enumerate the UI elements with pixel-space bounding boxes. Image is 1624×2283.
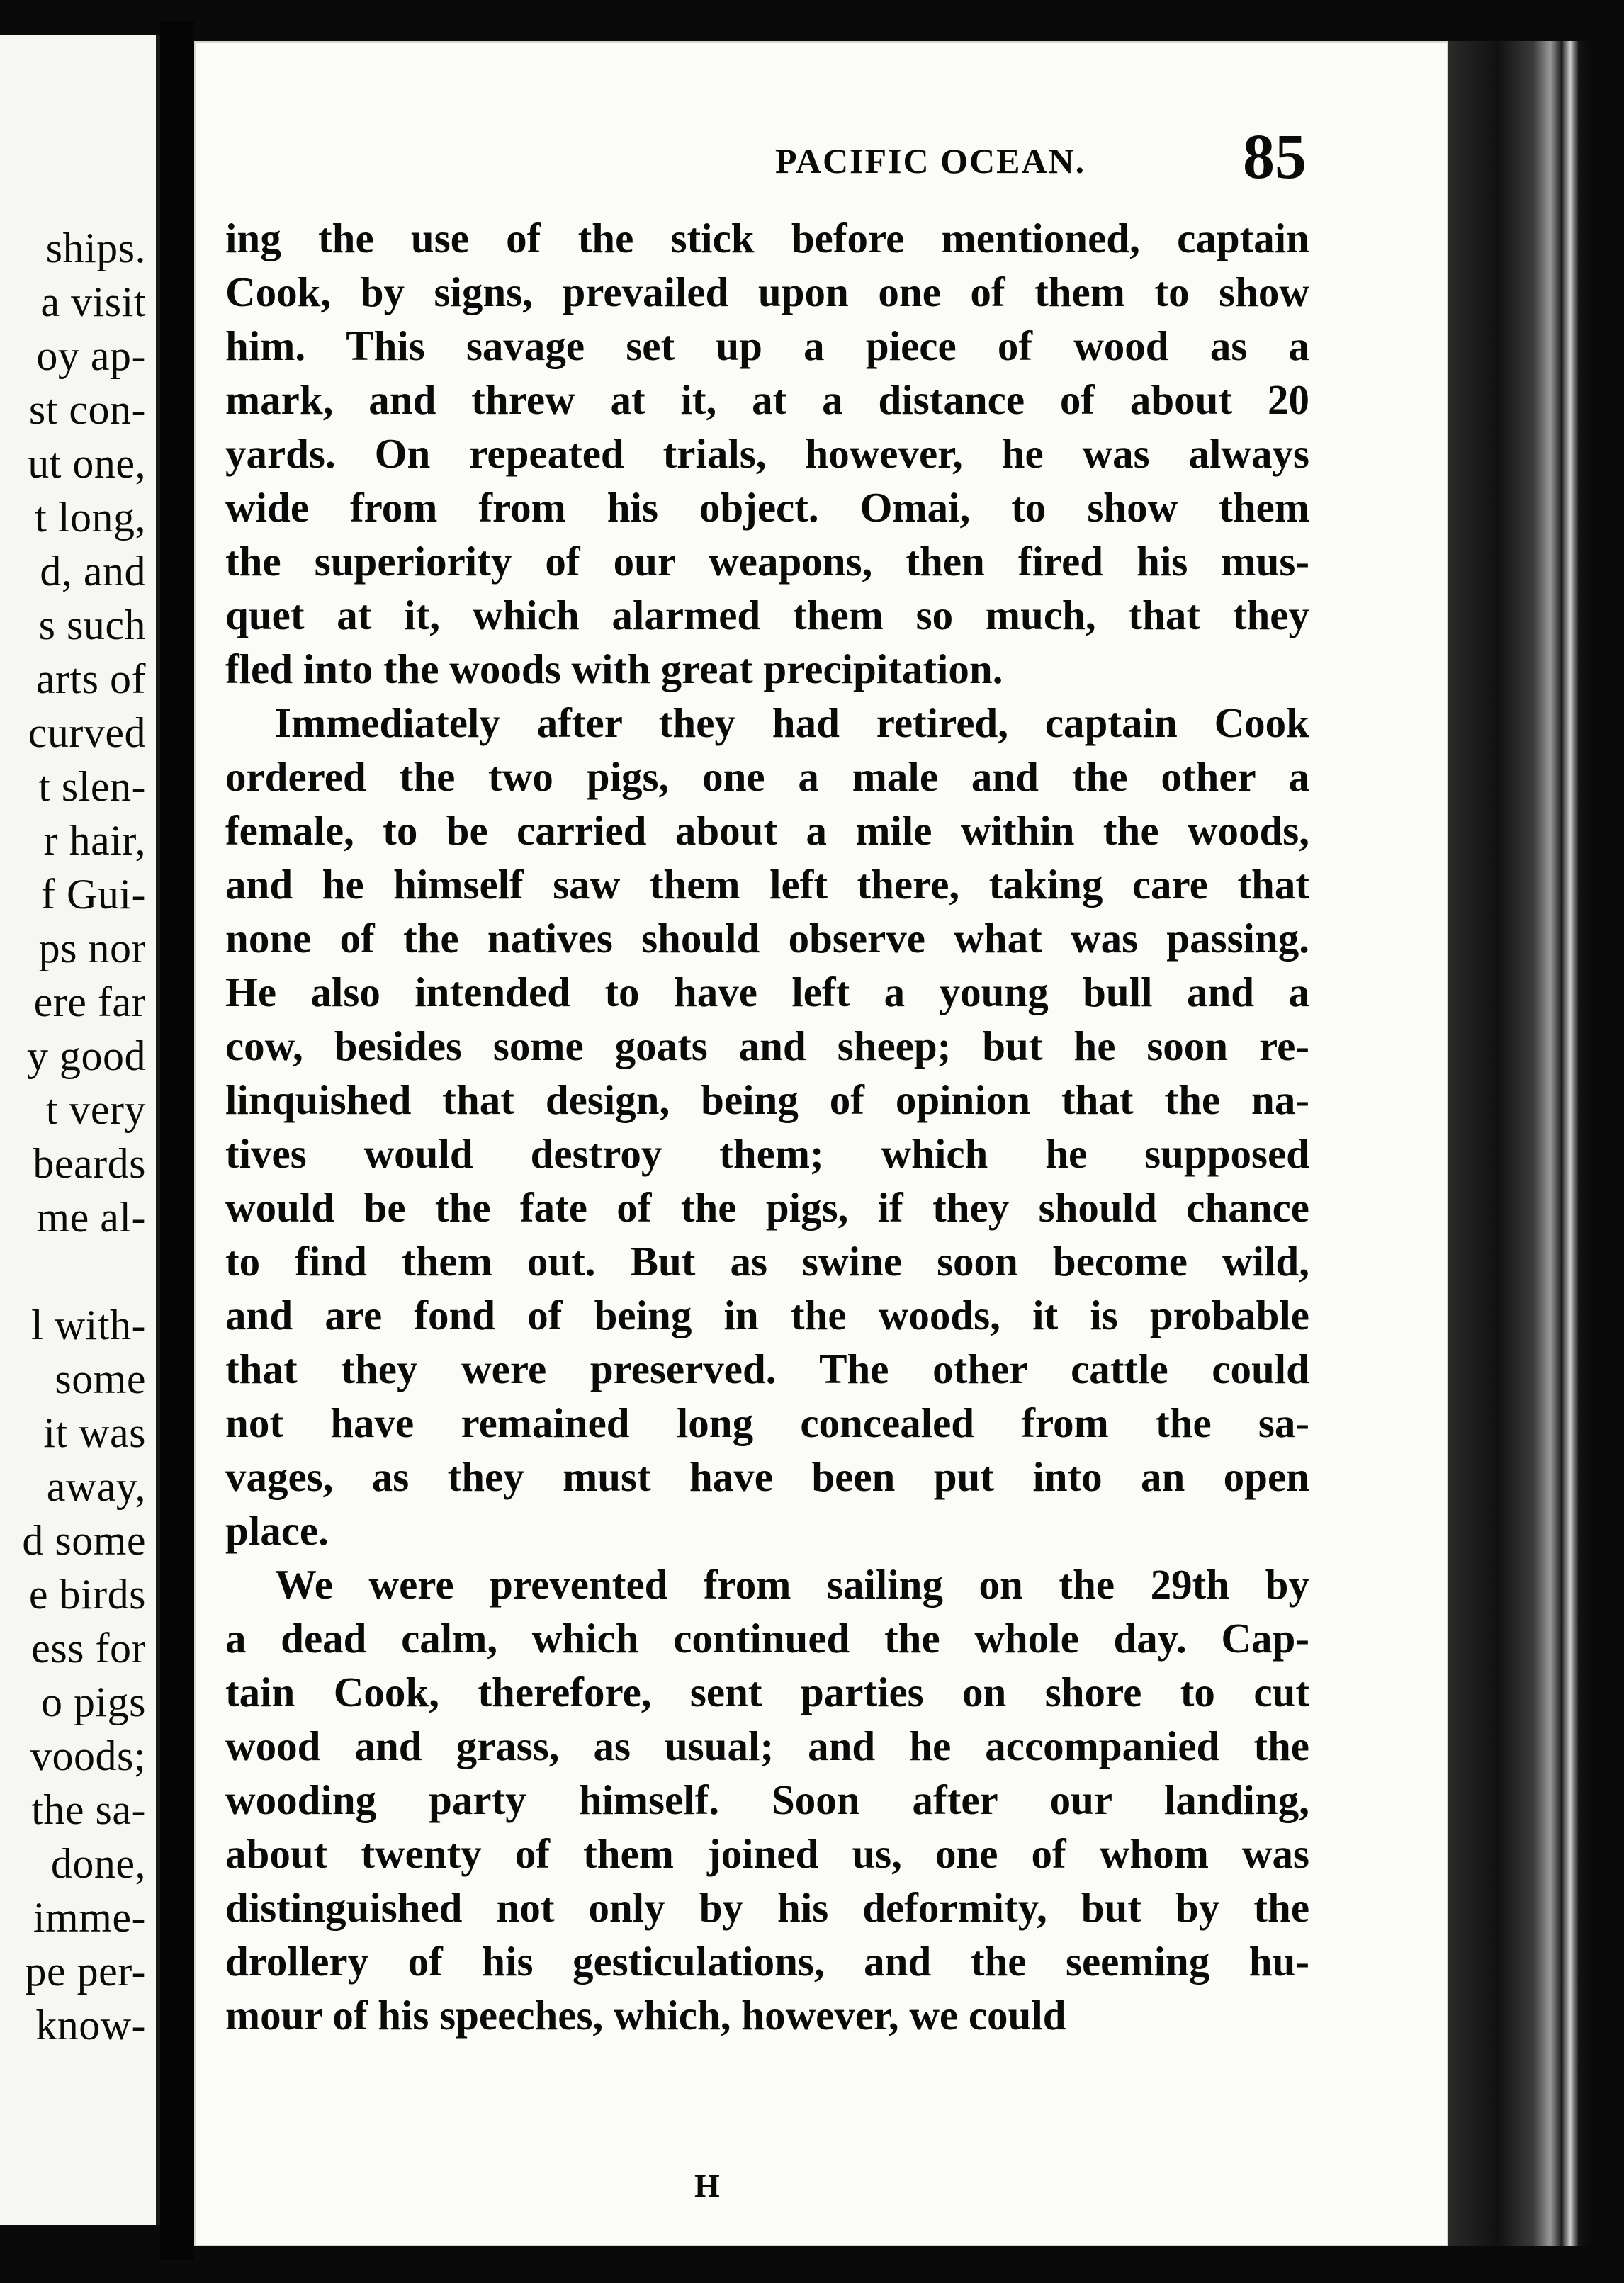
left-page-line: d some <box>22 1517 146 1564</box>
text-line: distinguished not only by his deformity, but by the <box>225 1884 1309 1931</box>
text-line: wood and grass, as usual; and he accompanied the <box>225 1723 1309 1769</box>
text-line: not have remained long concealed from the sa- <box>225 1399 1309 1446</box>
text-line: to find them out. But as swine soon become wild, <box>225 1238 1309 1285</box>
text-line: cow, besides some goats and sheep; but he soon re- <box>225 1022 1309 1069</box>
page-edges <box>1448 41 1590 2246</box>
left-page-line: ships. <box>45 225 146 271</box>
left-page-line: some <box>55 1355 146 1402</box>
text-line: We were prevented from sailing on the 29th by <box>275 1561 1309 1608</box>
text-line: mark, and threw at it, at a distance of about 20 <box>225 376 1309 423</box>
left-page-line: d, and <box>40 548 146 594</box>
left-page-line: away, <box>46 1463 146 1510</box>
left-page-line: t long, <box>35 494 146 541</box>
left-page-line: oy ap- <box>36 332 146 379</box>
left-page-line: the sa- <box>31 1786 146 1833</box>
signature-mark: H <box>694 2168 720 2204</box>
text-line: about twenty of them joined us, one of whom was <box>225 1830 1309 1877</box>
text-line: Immediately after they had retired, captain Cook <box>275 699 1309 746</box>
left-page-line: ere far <box>33 979 146 1025</box>
text-line: place. <box>225 1507 329 1554</box>
page-number: 85 <box>1243 122 1307 192</box>
body-text <box>225 211 1309 2042</box>
text-line: vages, as they must have been put into an open <box>225 1453 1309 1500</box>
left-page-line: l with- <box>31 1302 146 1348</box>
text-line: Cook, by signs, prevailed upon one of them to show <box>225 269 1309 315</box>
left-page-line: e birds <box>28 1571 146 1618</box>
left-page-line: me al- <box>36 1194 146 1241</box>
text-line: wooding party himself. Soon after our landing, <box>225 1776 1309 1823</box>
text-line: and he himself saw them left there, taking care that <box>225 861 1309 908</box>
text-line: He also intended to have left a young bull and a <box>225 969 1309 1015</box>
text-line: ordered the two pigs, one a male and the other a <box>225 753 1309 800</box>
left-page-line: know- <box>35 2002 146 2048</box>
left-page-line: ps nor <box>38 925 146 971</box>
text-line: him. This savage set up a piece of wood as a <box>225 322 1309 369</box>
text-line: and are fond of being in the woods, it is probable <box>225 1292 1309 1338</box>
left-page-line: voods; <box>30 1732 146 1779</box>
left-page-line: s such <box>38 602 146 648</box>
text-line: a dead calm, which continued the whole day. Cap- <box>225 1615 1309 1662</box>
text-line: ing the use of the stick before mentioned, captain <box>225 215 1309 261</box>
text-line: mour of his speeches, which, however, we could <box>225 1992 1066 2039</box>
left-page-line: a visit <box>40 278 146 325</box>
text-line: quet at it, which alarmed them so much, that they <box>225 592 1309 638</box>
left-page-line: beards <box>33 1140 146 1187</box>
left-page-line: t very <box>45 1086 146 1133</box>
left-page-line: ut one, <box>28 440 146 487</box>
text-line: linquished that design, being of opinion that the na- <box>225 1076 1309 1123</box>
text-line: fled into the woods with great precipitation. <box>225 646 1003 692</box>
text-line: female, to be carried about a mile within the woods, <box>225 807 1309 854</box>
left-page-line: imme- <box>33 1894 146 1941</box>
left-page-line: st con- <box>28 386 146 433</box>
text-line: tives would destroy them; which he supposed <box>225 1130 1309 1177</box>
left-page-line: t slen- <box>38 763 146 810</box>
text-line: yards. On repeated trials, however, he was always <box>225 430 1309 477</box>
text-line: drollery of his gesticulations, and the seeming hu- <box>225 1938 1309 1985</box>
left-page-line: f Gui- <box>41 871 146 918</box>
book-gutter <box>160 21 194 2260</box>
text-line: tain Cook, therefore, sent parties on shore to cut <box>225 1669 1309 1715</box>
left-page-line: y good <box>27 1032 146 1079</box>
left-page-line: o pigs <box>40 1679 146 1725</box>
left-page-line: arts of <box>35 655 146 702</box>
running-head: PACIFIC OCEAN. <box>775 141 1086 181</box>
left-page-line: r hair, <box>43 817 146 864</box>
text-line: wide from from his object. Omai, to show them <box>225 484 1309 531</box>
text-line: none of the natives should observe what was passing. <box>225 915 1309 962</box>
text-line: the superiority of our weapons, then fired his mus- <box>225 538 1309 585</box>
left-page-line: it was <box>43 1409 146 1456</box>
text-line: would be the fate of the pigs, if they should chance <box>225 1184 1309 1231</box>
left-facing-page <box>0 35 160 2225</box>
book-page <box>194 41 1448 2246</box>
left-page-line: done, <box>50 1840 146 1887</box>
left-page-line: ess for <box>31 1625 146 1672</box>
left-page-line: pe per- <box>25 1948 146 1995</box>
left-page-line: curved <box>28 709 146 756</box>
text-line: that they were preserved. The other cattle could <box>225 1346 1309 1392</box>
